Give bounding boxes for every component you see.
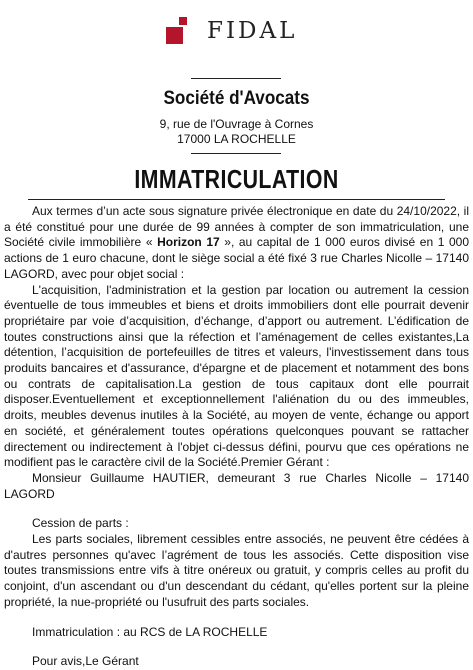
paragraph-cession: Les parts sociales, librement cessibles entre associés, ne peuvent être cédées à d'autres personnes qu'avec l’agrément de tous les associés. Cette disposition vise toutes transmissions entre vifs à titre onéreux ou gratuit, y compris celles au profit du conjoint, d'un ascendant ou d'un descendant du cédant, qu'elles portent sur la pleine propriété, la nue-propriété ou l'usufruit des parts sociales. bbox=[4, 532, 469, 609]
society-title: Société d'Avocats bbox=[163, 88, 310, 109]
logo-wordmark: FIDAL bbox=[207, 17, 298, 44]
fidal-logo bbox=[166, 16, 297, 46]
address-line-2: 17000 LA ROCHELLE bbox=[177, 132, 296, 146]
notice-body bbox=[4, 204, 469, 670]
logo-square-small bbox=[179, 17, 187, 25]
title-rule bbox=[28, 199, 445, 200]
spacer bbox=[4, 611, 469, 625]
header-rule-top bbox=[191, 78, 281, 79]
notice-title: IMMATRICULATION bbox=[134, 164, 339, 194]
paragraph-objet-social: L'acquisition, l'administration et la gestion par location ou autrement la cession éventuelle de tous immeubles et biens et droits immobiliers dont elle pourrait devenir propriétaire par voie d’acquisition, d’échange, d’apport ou autrement. L’édification de toutes constructions ainsi que la réfection et l’aménagement de celles existantes,La détention, l’acquisition de portefeuilles de titres et valeurs, l'investissement dans tous produits bancaires et d'assurance, d'épargne et de placement et notamment des bons ou contrats de capitalisation.La gestion de tous capitaux dont elle pourrait disposer.Eventuellement et exceptionnellement l'aliénation du ou des immeubles, droits, meubles devenus inutiles à la Société, au moyen de vente, échange ou apport en société, et généralement toutes opérations quelconques pouvant se rattacher directement ou indirectement à l'objet ci-dessus défini, pourvu que ces opérations ne modifient pas le caractère civil de la Société.Premier Gérant : bbox=[4, 282, 469, 470]
paragraph-signature: Pour avis,Le Gérant bbox=[32, 654, 139, 669]
paragraph-constitution: Aux termes d’un acte sous signature privée électronique en date du 24/10/2022, il a été constitué pour une durée de 99 années à compter de son immatriculation, une Société civile immobilière « Horizon 17 », au capital de 1 000 euros divisé en 1 000 actions de 1 euro chacune, dont le siège social a été fixé 3 rue Charles Nicolle – 17140 LAGORD, avec pour objet social : bbox=[4, 204, 470, 281]
company-name: Horizon 17 bbox=[157, 235, 220, 250]
heading-cession: Cession de parts : bbox=[32, 516, 129, 531]
address-line-1: 9, rue de l'Ouvrage à Cornes bbox=[159, 117, 314, 131]
paragraph-gerant: Monsieur Guillaume HAUTIER, demeurant 3 rue Charles Nicolle – 17140 LAGORD bbox=[4, 470, 469, 501]
logo-square-large bbox=[166, 27, 183, 44]
spacer bbox=[4, 640, 469, 654]
paragraph-immatriculation: Immatriculation : au RCS de LA ROCHELLE bbox=[32, 624, 268, 639]
spacer bbox=[4, 502, 469, 516]
fidal-logo-mark-icon bbox=[166, 17, 194, 45]
header-rule-bottom bbox=[191, 153, 281, 154]
